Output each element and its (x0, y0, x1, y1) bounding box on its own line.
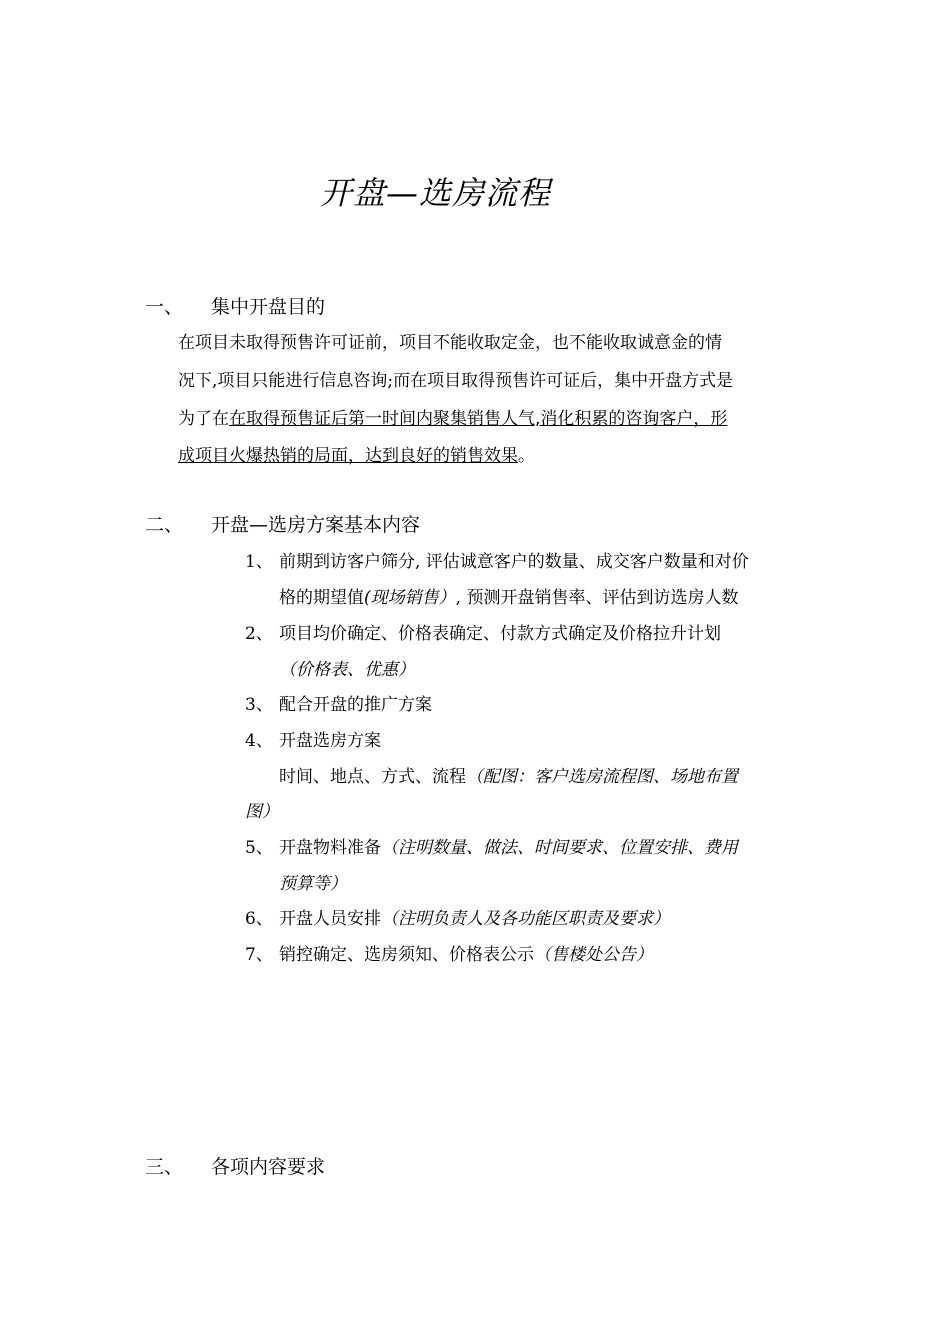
list-item-4-detail (279, 762, 738, 787)
list-number-3: 3、 (245, 695, 273, 715)
list-item-6 (245, 904, 670, 929)
list-item-3 (245, 690, 432, 715)
section-1-heading (145, 292, 325, 319)
list-item-1-text-c: , 预测开盘销售率、评估到访选房人数 (455, 588, 739, 608)
list-item-2-text: 项目均价确定、价格表确定、付款方式确定及价格拉升计划 (279, 624, 721, 644)
s1-line-2: 况下,项目只能进行信息咨询;而在项目取得预售许可证后，集中开盘方式是 (178, 371, 734, 391)
list-item-5-note-cont: 预算等） (279, 874, 347, 894)
list-item-3-text: 配合开盘的推广方案 (279, 695, 432, 715)
section-3-number: 三、 (145, 1156, 184, 1178)
list-item-4-note-cont: 图） (245, 802, 279, 822)
section-3-heading (145, 1152, 325, 1179)
list-item-1-text-b: 格的期望值 (279, 588, 364, 608)
list-item-7-text: 销控确定、选房须知、价格表公示 (279, 945, 534, 965)
s1-line-3-text: 为了在 (178, 409, 229, 429)
list-item-7-note: （售楼处公告） (534, 945, 653, 965)
list-item-2-note: （价格表、优惠） (279, 660, 415, 680)
list-item-5-text: 开盘物料准备 (279, 838, 381, 858)
section-2-number: 二、 (145, 514, 184, 536)
list-number-4: 4、 (245, 731, 273, 751)
list-number-2: 2、 (245, 624, 273, 644)
s1-emphasis-2: 成项目火爆热销的局面，达到良好的销售效果 (178, 446, 518, 466)
list-number-5: 5、 (245, 838, 273, 858)
list-number-6: 6、 (245, 909, 273, 929)
section-2-heading (145, 510, 420, 537)
list-item-1 (245, 547, 749, 572)
s1-line-4 (178, 441, 535, 466)
document-title: 开盘—选房流程 (320, 174, 552, 212)
section-1-title: 集中开盘目的 (211, 296, 326, 318)
s1-line-1: 在项目未取得预售许可证前，项目不能收取定金，也不能收取诚意金的情 (178, 333, 722, 353)
list-item-4-text: 开盘选房方案 (279, 731, 381, 751)
s1-period: 。 (518, 446, 535, 466)
list-item-5 (245, 833, 738, 858)
section-1-number: 一、 (145, 296, 184, 318)
s1-emphasis-1: 在取得预售证后第一时间内聚集销售人气,消化积累的咨询客户，形 (229, 409, 728, 429)
s1-line-3 (178, 404, 727, 429)
section-3-title: 各项内容要求 (211, 1156, 326, 1178)
list-item-7 (245, 940, 653, 965)
list-item-2 (245, 619, 721, 644)
list-item-1-cont (279, 583, 738, 608)
list-item-6-text: 开盘人员安排 (279, 909, 381, 929)
list-item-1-note: (现场销售） (364, 588, 456, 608)
section-2-title: 开盘—选房方案基本内容 (211, 514, 421, 536)
list-item-1-text: 前期到访客户筛分, 评估诚意客户的数量、成交客户数量和对价 (279, 552, 749, 572)
list-item-6-note: （注明负责人及各功能区职责及要求） (381, 909, 670, 929)
list-item-4 (245, 726, 381, 751)
list-number-7: 7、 (245, 945, 273, 965)
list-item-4-note: （配图：客户选房流程图、场地布置 (466, 767, 738, 787)
list-item-4-detail-text: 时间、地点、方式、流程 (279, 767, 466, 787)
list-item-5-note: （注明数量、做法、时间要求、位置安排、费用 (381, 838, 738, 858)
list-number-1: 1、 (245, 552, 273, 572)
